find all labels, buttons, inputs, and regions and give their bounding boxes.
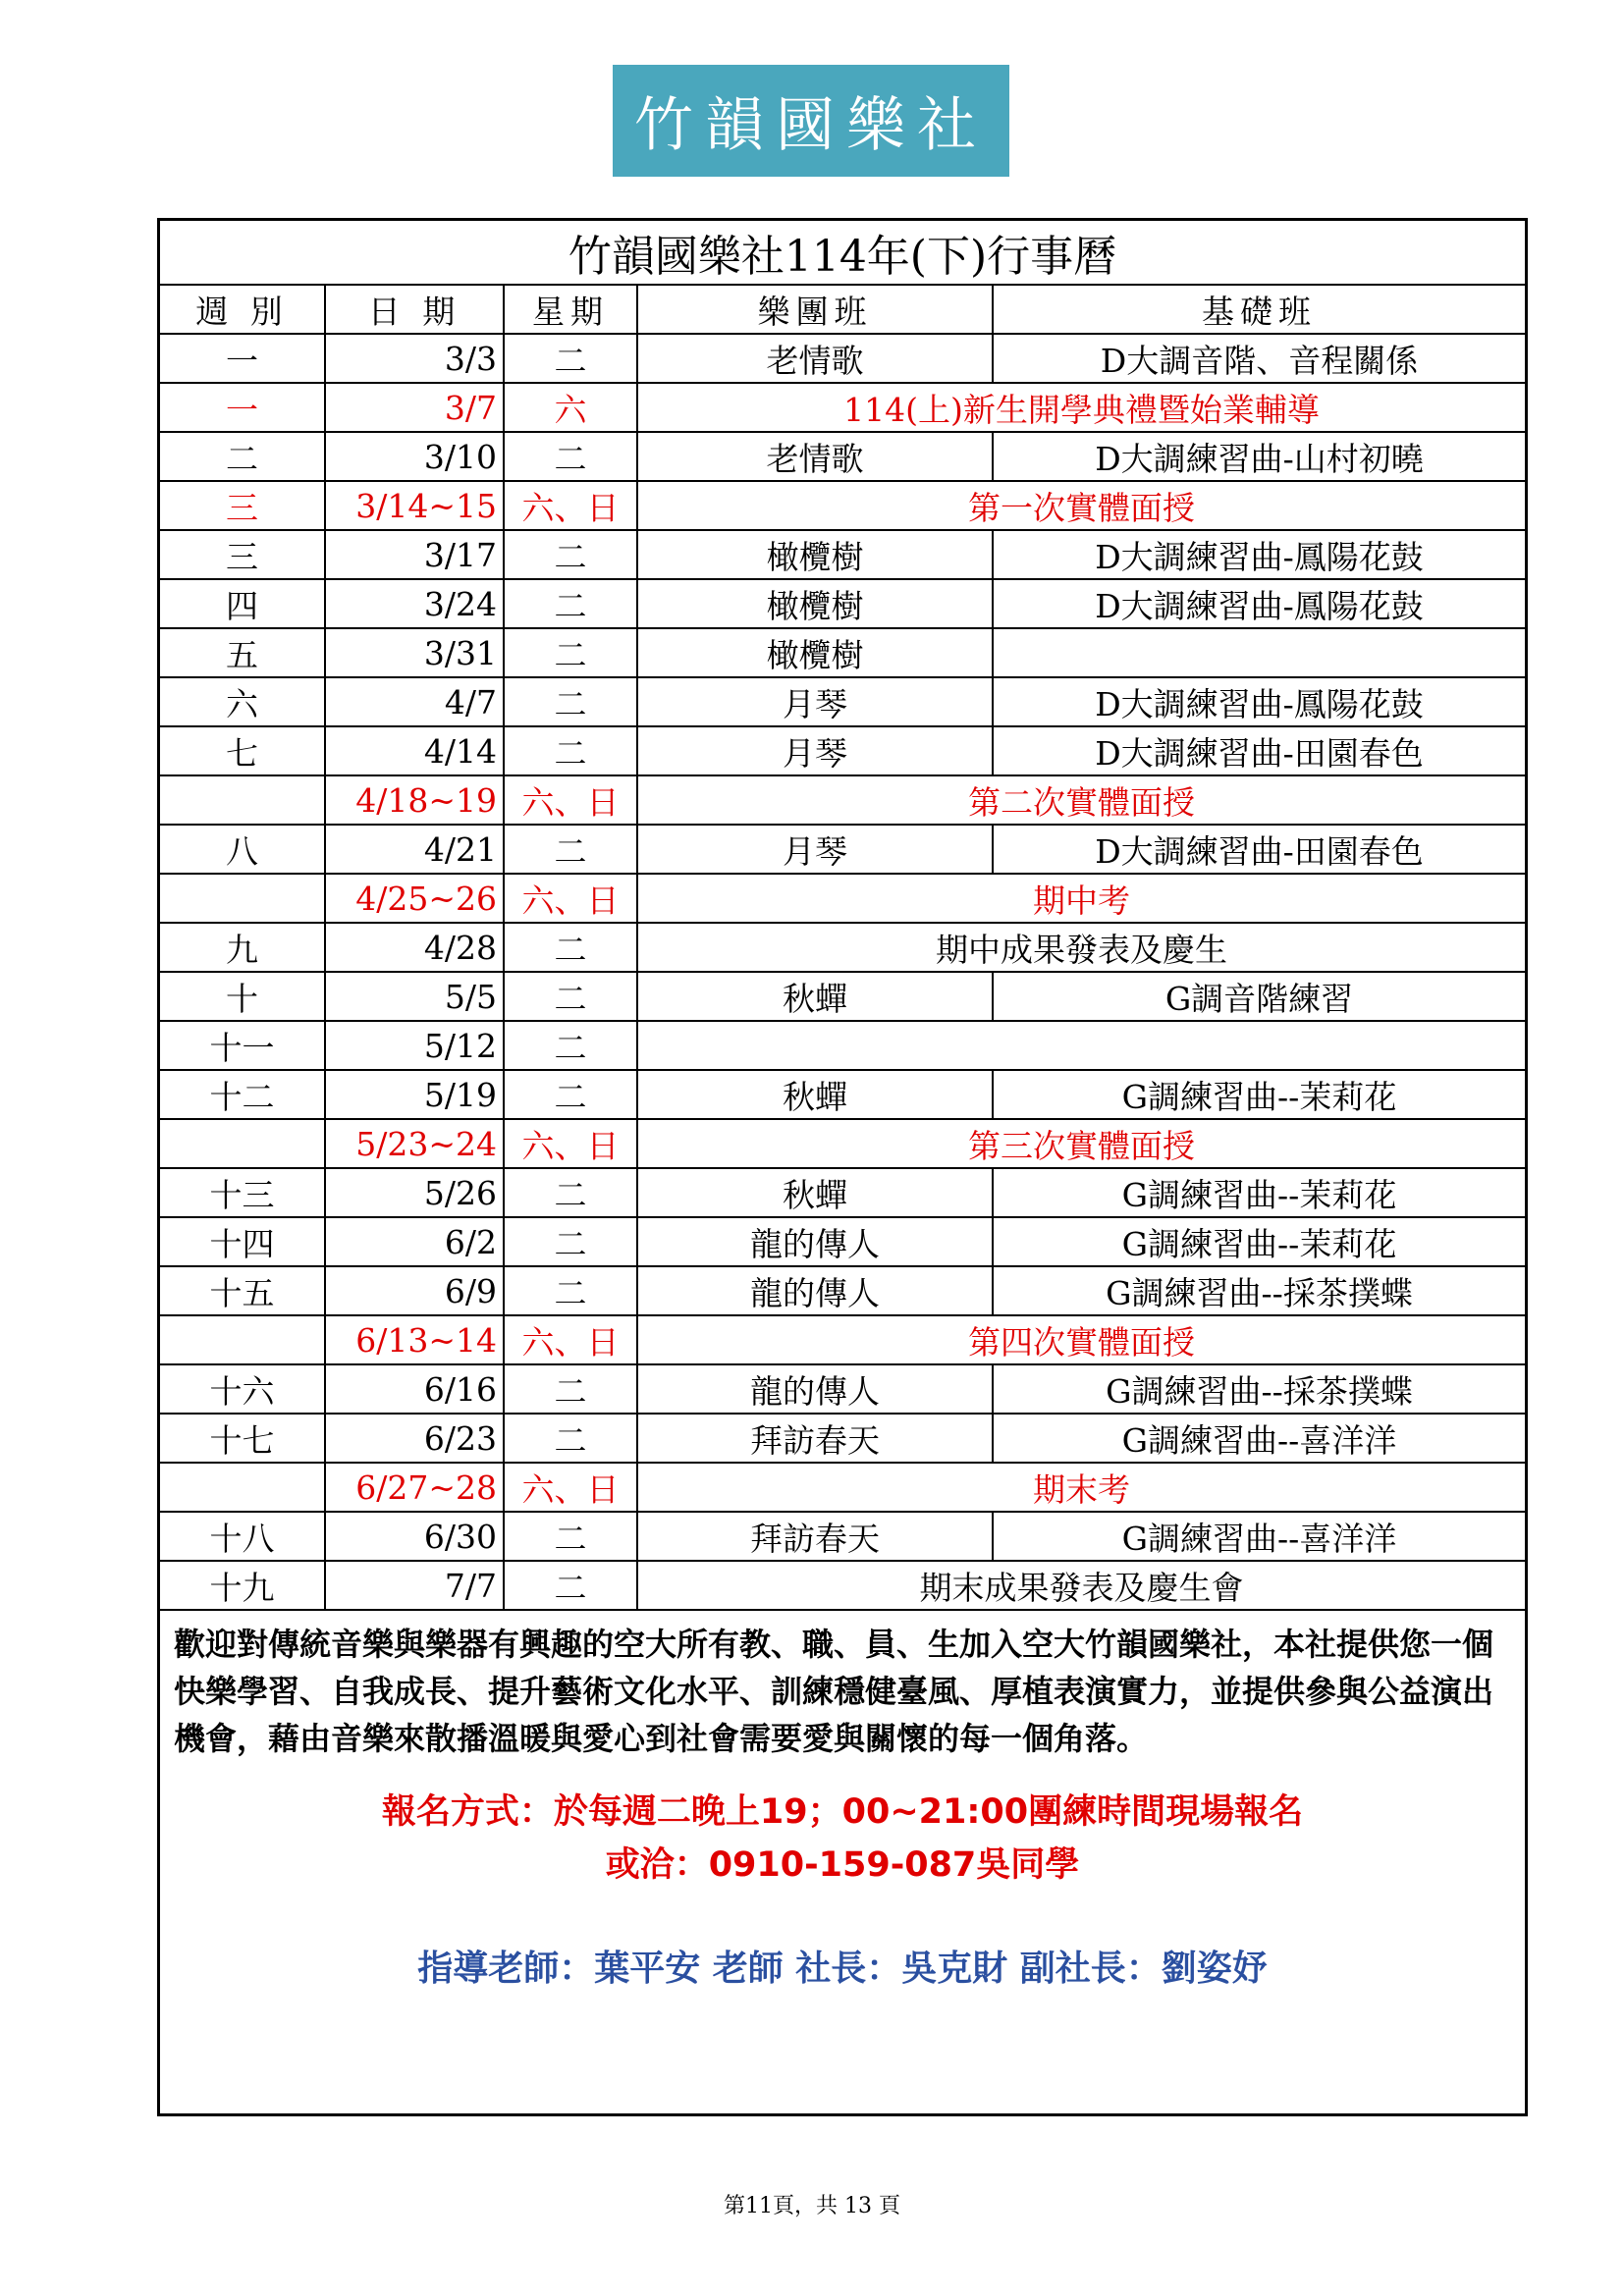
table-row [160,1463,1525,1512]
day-cell: 二 [504,1070,637,1119]
date-cell: 6/30 [325,1512,504,1561]
band-cell: 秋蟬 [637,972,993,1021]
week-cell: 五 [160,628,325,677]
week-cell: 十五 [160,1266,325,1315]
table-row [160,579,1525,628]
event-cell: 期中考 [637,874,1525,923]
date-cell: 3/10 [325,432,504,481]
day-cell: 二 [504,1217,637,1266]
band-cell: 秋蟬 [637,1168,993,1217]
week-cell: 八 [160,825,325,874]
day-cell: 二 [504,1021,637,1070]
logo-text: 竹韻國樂社 [634,91,988,160]
week-cell: 十一 [160,1021,325,1070]
date-cell: 5/23~24 [325,1119,504,1168]
signup-info [160,1786,1525,1892]
header-week: 週 別 [160,285,325,334]
date-cell: 3/31 [325,628,504,677]
band-cell: 拜訪春天 [637,1414,993,1463]
day-cell: 六、日 [504,1315,637,1364]
date-cell: 6/16 [325,1364,504,1414]
date-cell: 7/7 [325,1561,504,1610]
date-cell: 6/2 [325,1217,504,1266]
date-cell: 3/14~15 [325,481,504,530]
week-cell [160,1315,325,1364]
date-cell: 4/14 [325,726,504,775]
signup-method: 報名方式：於每週二晚上19；00~21:00團練時間現場報名 [381,1792,1304,1832]
week-cell: 一 [160,383,325,432]
header-band: 樂團班 [637,285,993,334]
week-cell: 十八 [160,1512,325,1561]
week-cell: 九 [160,923,325,972]
event-cell: 期末考 [637,1463,1525,1512]
date-cell: 3/24 [325,579,504,628]
table-row [160,923,1525,972]
table-row [160,1021,1525,1070]
week-cell: 十六 [160,1364,325,1414]
schedule-title: 竹韻國樂社114年(下)行事曆 [160,221,1525,285]
day-cell: 六、日 [504,874,637,923]
week-cell [160,874,325,923]
day-cell: 二 [504,579,637,628]
basic-cell: G調練習曲--採茶撲蝶 [993,1364,1525,1414]
table-row [160,481,1525,530]
table-row [160,825,1525,874]
event-cell: 期末成果發表及慶生會 [637,1561,1525,1610]
day-cell: 二 [504,334,637,383]
table-row [160,334,1525,383]
week-cell: 三 [160,481,325,530]
table-row [160,383,1525,432]
week-cell: 十七 [160,1414,325,1463]
table-row [160,874,1525,923]
day-cell: 六、日 [504,481,637,530]
band-cell: 拜訪春天 [637,1512,993,1561]
day-cell: 二 [504,1512,637,1561]
day-cell: 二 [504,972,637,1021]
day-cell: 六、日 [504,775,637,825]
basic-cell: G調練習曲--茉莉花 [993,1217,1525,1266]
table-row [160,1561,1525,1610]
event-cell: 第三次實體面授 [637,1119,1525,1168]
date-cell: 5/19 [325,1070,504,1119]
header-day: 星期 [504,285,637,334]
basic-cell: G調練習曲--茉莉花 [993,1070,1525,1119]
basic-cell: D大調練習曲-田園春色 [993,825,1525,874]
schedule-table [160,221,1525,1611]
basic-cell: G調音階練習 [993,972,1525,1021]
event-cell: 第一次實體面授 [637,481,1525,530]
event-cell: 第二次實體面授 [637,775,1525,825]
date-cell: 6/23 [325,1414,504,1463]
day-cell: 二 [504,1364,637,1414]
week-cell: 十三 [160,1168,325,1217]
header-date: 日 期 [325,285,504,334]
week-cell [160,1119,325,1168]
event-cell [637,1021,1525,1070]
intro-paragraph: 歡迎對傳統音樂與樂器有興趣的空大所有教、職、員、生加入空大竹韻國樂社，本社提供您一個快樂學習、自我成長、提升藝術文化水平、訓練穩健臺風、厚植表演實力，並提供參與公益演出機會，藉由音樂來散播溫暖與愛心到社會需要愛與關懷的每一個角落。 [174,1626,1494,1757]
date-cell: 4/7 [325,677,504,726]
band-cell: 月琴 [637,677,993,726]
page-footer: 第11頁，共 13 頁 [724,2194,900,2218]
table-row [160,775,1525,825]
week-cell: 四 [160,579,325,628]
band-cell: 秋蟬 [637,1070,993,1119]
staff-info: 指導老師：葉平安 老師 社長：吳克財 副社長：劉姿妤 [417,1949,1268,1989]
table-row [160,628,1525,677]
date-cell: 3/17 [325,530,504,579]
week-cell: 十九 [160,1561,325,1610]
table-row [160,1119,1525,1168]
basic-cell: G調練習曲--茉莉花 [993,1168,1525,1217]
table-row [160,1414,1525,1463]
week-cell: 六 [160,677,325,726]
basic-cell: G調練習曲--採茶撲蝶 [993,1266,1525,1315]
band-cell: 橄欖樹 [637,530,993,579]
date-cell: 4/25~26 [325,874,504,923]
day-cell: 二 [504,1168,637,1217]
band-cell: 老情歌 [637,432,993,481]
table-row [160,677,1525,726]
date-cell: 3/3 [325,334,504,383]
header-row [160,285,1525,334]
week-cell: 一 [160,334,325,383]
band-cell: 龍的傳人 [637,1266,993,1315]
basic-cell: D大調練習曲-鳳陽花鼓 [993,579,1525,628]
date-cell: 3/7 [325,383,504,432]
table-row [160,1168,1525,1217]
day-cell: 六、日 [504,1463,637,1512]
week-cell: 十 [160,972,325,1021]
table-row [160,1266,1525,1315]
date-cell: 4/18~19 [325,775,504,825]
week-cell: 七 [160,726,325,775]
table-row [160,1217,1525,1266]
day-cell: 二 [504,1561,637,1610]
day-cell: 二 [504,530,637,579]
event-cell: 114(上)新生開學典禮暨始業輔導 [637,383,1525,432]
day-cell: 六、日 [504,1119,637,1168]
date-cell: 5/26 [325,1168,504,1217]
day-cell: 二 [504,432,637,481]
band-cell: 月琴 [637,726,993,775]
band-cell: 月琴 [637,825,993,874]
schedule-frame [157,218,1528,2116]
header-basic: 基礎班 [993,285,1525,334]
table-row [160,1070,1525,1119]
week-cell: 十二 [160,1070,325,1119]
table-row [160,972,1525,1021]
basic-cell: G調練習曲--喜洋洋 [993,1414,1525,1463]
band-cell: 橄欖樹 [637,579,993,628]
day-cell: 二 [504,677,637,726]
date-cell: 5/5 [325,972,504,1021]
basic-cell: D大調練習曲-鳳陽花鼓 [993,677,1525,726]
table-row [160,1512,1525,1561]
table-row [160,530,1525,579]
date-cell: 6/27~28 [325,1463,504,1512]
basic-cell [993,628,1525,677]
signup-contact: 或洽：0910-159-087吳同學 [605,1845,1080,1885]
event-cell: 期中成果發表及慶生 [637,923,1525,972]
band-cell: 橄欖樹 [637,628,993,677]
day-cell: 二 [504,726,637,775]
day-cell: 六 [504,383,637,432]
basic-cell: D大調練習曲-山村初曉 [993,432,1525,481]
day-cell: 二 [504,1266,637,1315]
day-cell: 二 [504,825,637,874]
date-cell: 4/28 [325,923,504,972]
event-cell: 第四次實體面授 [637,1315,1525,1364]
table-row [160,1315,1525,1364]
band-cell: 老情歌 [637,334,993,383]
table-row [160,1364,1525,1414]
table-row [160,726,1525,775]
table-row [160,432,1525,481]
week-cell: 十四 [160,1217,325,1266]
week-cell: 二 [160,432,325,481]
week-cell [160,775,325,825]
band-cell: 龍的傳人 [637,1217,993,1266]
week-cell: 三 [160,530,325,579]
logo-banner [613,65,1009,177]
day-cell: 二 [504,628,637,677]
basic-cell: G調練習曲--喜洋洋 [993,1512,1525,1561]
day-cell: 二 [504,923,637,972]
basic-cell: D大調練習曲-鳳陽花鼓 [993,530,1525,579]
date-cell: 4/21 [325,825,504,874]
day-cell: 二 [504,1414,637,1463]
date-cell: 5/12 [325,1021,504,1070]
week-cell [160,1463,325,1512]
basic-cell: D大調音階、音程關係 [993,334,1525,383]
date-cell: 6/13~14 [325,1315,504,1364]
date-cell: 6/9 [325,1266,504,1315]
band-cell: 龍的傳人 [637,1364,993,1414]
basic-cell: D大調練習曲-田園春色 [993,726,1525,775]
